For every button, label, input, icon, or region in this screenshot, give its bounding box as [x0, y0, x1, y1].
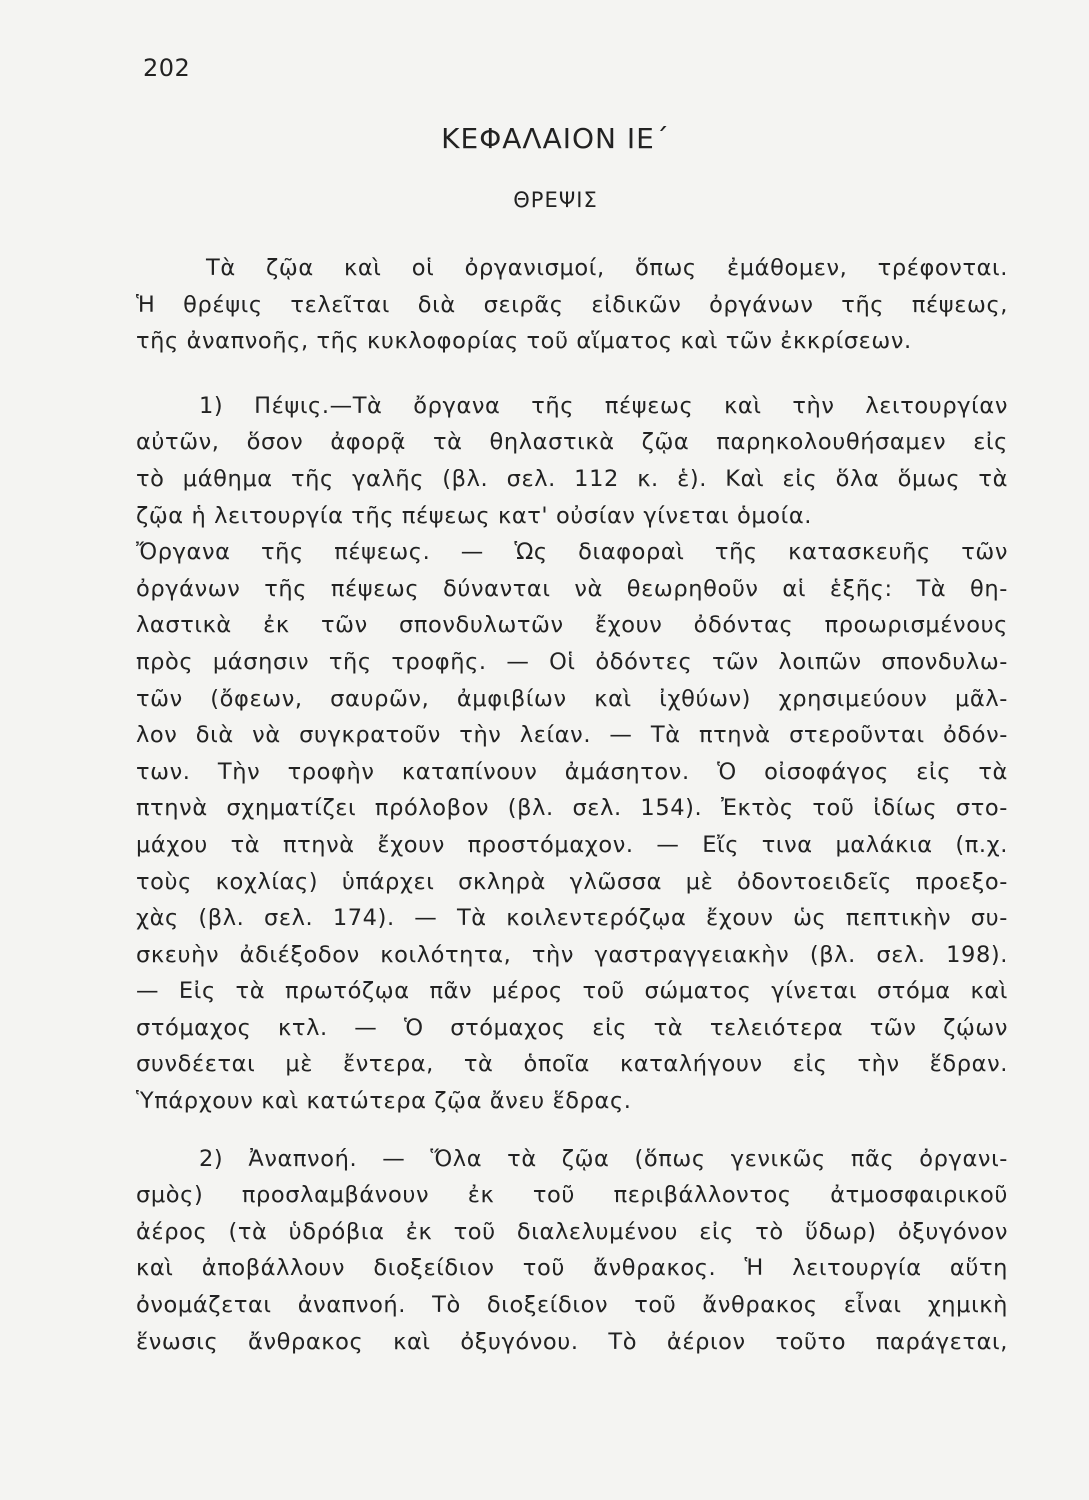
page-number: 202: [143, 54, 191, 82]
text-line: σκευὴν ἀδιέξοδον κοιλότητα, τὴν γαστραγγειακὴν (βλ. σελ. 198).: [136, 941, 1008, 968]
text-line: ἀέρος (τὰ ὑδρόβια ἐκ τοῦ διαλελυμένου εἰς τὸ ὕδωρ) ὀξυγόνον: [136, 1218, 1008, 1245]
text-line: αὐτῶν, ὅσον ἀφορᾷ τὰ θηλαστικὰ ζῷα παρηκολουθήσαμεν εἰς: [136, 429, 1008, 456]
text-line: Τὰ ζῷα καὶ οἱ ὀργανισμοί, ὅπως ἐμάθομεν, τρέφονται.: [206, 255, 1008, 281]
text-line: Ἡ θρέψις τελεῖται διὰ σειρᾶς εἰδικῶν ὀργάνων τῆς πέψεως,: [136, 291, 1008, 318]
text-line: χὰς (βλ. σελ. 174). — Τὰ κοιλεντερόζῳα ἔχουν ὡς πεπτικὴν συ-: [136, 905, 1008, 932]
paragraph-gap: [136, 1120, 1008, 1141]
text-line: συνδέεται μὲ ἔντερα, τὰ ὁποῖα καταλήγουν εἰς τὴν ἕδραν.: [136, 1051, 1008, 1078]
text-line: καὶ ἀποβάλλουν διοξείδιον τοῦ ἄνθρακος. Ἡ λειτουργία αὕτη: [136, 1255, 1008, 1282]
chapter-title: ΚΕΦΑΛΑΙΟΝ ΙΕ΄: [441, 122, 670, 155]
text-line: λαστικὰ ἐκ τῶν σπονδυλωτῶν ἔχουν ὀδόντας προωρισμένους: [136, 612, 1008, 639]
text-line: 2) Ἀναπνοή. — Ὅλα τὰ ζῷα (ὅπως γενικῶς πᾶς ὀργανι-: [199, 1145, 1008, 1172]
text-line: στόμαχος κτλ. — Ὁ στόμαχος εἰς τὰ τελειότερα τῶν ζῴων: [136, 1014, 1008, 1041]
text-line: τῆς ἀναπνοῆς, τῆς κυκλοφορίας τοῦ αἵματος καὶ τῶν ἐκκρίσεων.: [136, 328, 912, 355]
text-line: — Εἰς τὰ πρωτόζῳα πᾶν μέρος τοῦ σώματος γίνεται στόμα καὶ: [136, 978, 1008, 1005]
text-line: τὸ μάθημα τῆς γαλῆς (βλ. σελ. 112 κ. ἑ). Καὶ εἰς ὅλα ὅμως τὰ: [136, 465, 1008, 492]
text-line: λον διὰ νὰ συγκρατοῦν τὴν λείαν. — Τὰ πτηνὰ στεροῦνται ὀδόν-: [136, 722, 1008, 749]
text-line: μάχου τὰ πτηνὰ ἔχουν προστόμαχον. — Εἴς τινα μαλάκια (π.χ.: [136, 831, 1008, 858]
text-line: τῶν (ὄφεων, σαυρῶν, ἀμφιβίων καὶ ἰχθύων) χρησιμεύουν μᾶλ-: [136, 685, 1008, 712]
text-line: 1) Πέψις.—Τὰ ὄργανα τῆς πέψεως καὶ τὴν λειτουργίαν: [199, 392, 1008, 419]
body-text: [136, 250, 1008, 1360]
text-line: Ὑπάρχουν καὶ κατώτερα ζῷα ἄνευ ἕδρας.: [136, 1088, 632, 1115]
section-title: ΘΡΕΨΙΣ: [513, 188, 598, 212]
text-line: πρὸς μάσησιν τῆς τροφῆς. — Οἱ ὀδόντες τῶν λοιπῶν σπονδυλω-: [136, 648, 1008, 675]
text-line: των. Τὴν τροφὴν καταπίνουν ἀμάσητον. Ὁ οἰσοφάγος εἰς τὰ: [136, 758, 1008, 785]
text-line: Ὄργανα τῆς πέψεως. — Ὡς διαφοραὶ τῆς κατασκευῆς τῶν: [136, 539, 1008, 566]
text-line: σμὸς) προσλαμβάνουν ἐκ τοῦ περιβάλλοντος ἀτμοσφαιρικοῦ: [136, 1182, 1008, 1209]
paragraph-gap: [136, 360, 1008, 388]
text-line: ζῷα ἡ λειτουργία τῆς πέψεως κατ' οὐσίαν γίνεται ὁμοία.: [136, 502, 813, 529]
text-line: ὀνομάζεται ἀναπνοή. Τὸ διοξείδιον τοῦ ἄνθρακος εἶναι χημικὴ: [136, 1292, 1008, 1319]
text-line: τοὺς κοχλίας) ὑπάρχει σκληρὰ γλῶσσα μὲ ὀδοντοειδεῖς προεξο-: [136, 868, 1008, 895]
text-line: ἕνωσις ἄνθρακος καὶ ὀξυγόνου. Τὸ ἀέριον τοῦτο παράγεται,: [136, 1328, 1008, 1355]
text-line: ὀργάνων τῆς πέψεως δύνανται νὰ θεωρηθοῦν αἱ ἑξῆς: Τὰ θη-: [136, 575, 1008, 602]
text-line: πτηνὰ σχηματίζει πρόλοβον (βλ. σελ. 154). Ἐκτὸς τοῦ ἰδίως στο-: [136, 795, 1008, 822]
